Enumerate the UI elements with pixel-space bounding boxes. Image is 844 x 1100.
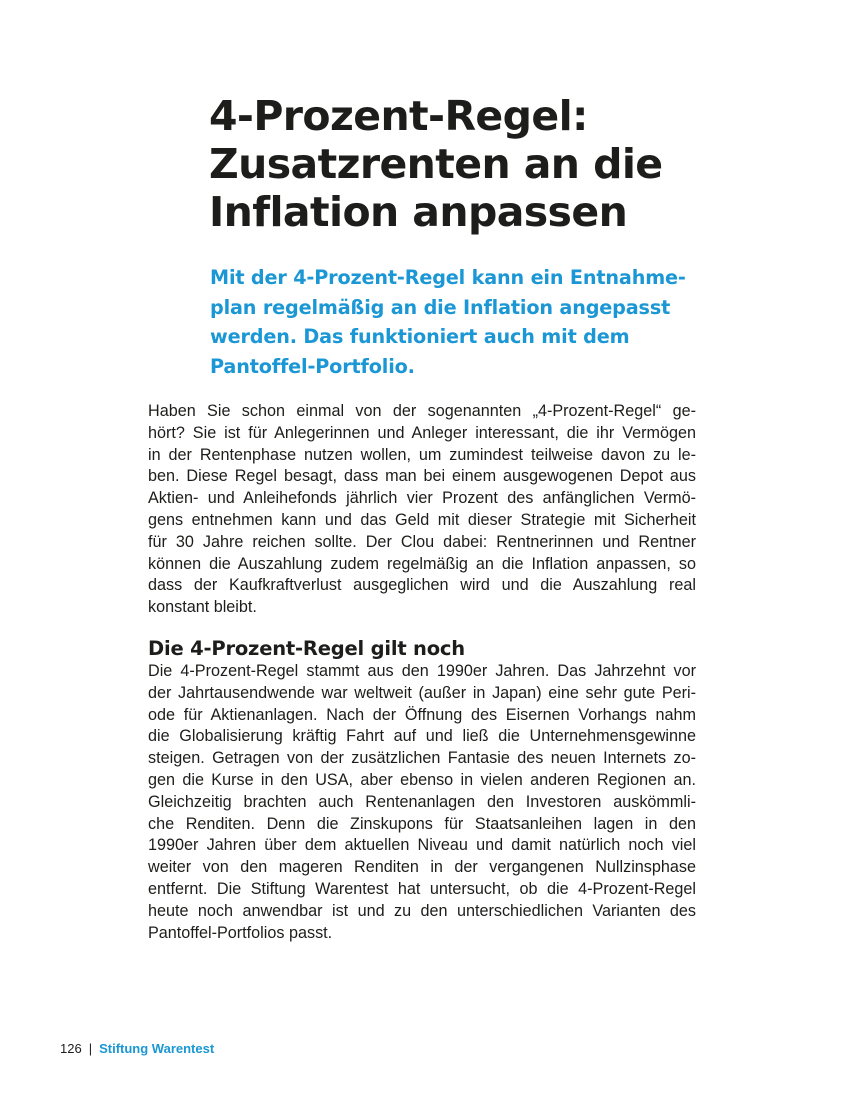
title-line: 4-Prozent-Regel: <box>209 92 588 140</box>
lead-line: werden. Das funktioniert auch mit dem <box>210 325 630 348</box>
footer-separator: | <box>88 1041 93 1056</box>
page-footer <box>60 1040 214 1058</box>
text-line: gens entnehmen kann und das Geld mit dieser Strategie mit Sicherheit <box>148 510 696 529</box>
intro-paragraph <box>148 401 696 619</box>
text-line: konstant bleibt. <box>148 598 257 617</box>
page-number: 126 <box>60 1041 82 1056</box>
lead-line: plan regelmäßig an die Inflation angepasst <box>210 295 671 319</box>
text-line: gen die Kurse in den USA, aber ebenso in vielen anderen Regionen an. <box>148 770 696 789</box>
text-line: Pantoffel-Portfolios passt. <box>148 923 333 942</box>
text-line: für 30 Jahre reichen sollte. Der Clou dabei: Rentnerinnen und Rentner <box>148 532 696 551</box>
article-title <box>209 92 729 236</box>
text-line: dass der Kaufkraftverlust ausgeglichen wird und die Auszahlung real <box>148 576 696 595</box>
section-paragraph <box>148 661 696 944</box>
text-line: 1990er Jahren über dem aktuellen Niveau und damit natürlich noch viel <box>148 836 696 855</box>
text-line: können die Auszahlung zudem regelmäßig an die Inflation anpassen, so <box>148 554 696 573</box>
text-line: Die 4-Prozent-Regel stammt aus den 1990er Jahren. Das Jahrzehnt vor <box>148 662 696 680</box>
text-line: che Renditen. Denn die Zinskupons für Staatsanleihen lagen in den <box>148 814 696 833</box>
text-line: die Globalisierung kräftig Fahrt auf und ließ die Unternehmensgewinne <box>148 727 696 746</box>
text-line: in der Rentenphase nutzen wollen, um zumindest teilweise davon zu le- <box>148 445 696 464</box>
text-line: Aktien- und Anleihefonds jährlich vier Prozent des anfänglichen Vermö- <box>148 489 696 508</box>
text-line: ode für Aktienanlagen. Nach der Öffnung des Eisernen Vorhangs nahm <box>148 705 696 724</box>
text-line: Gleichzeitig brachten auch Rentenanlagen den Investoren auskömmli- <box>148 792 696 811</box>
lead-line: Pantoffel-Portfolio. <box>210 354 415 378</box>
section-heading: Die 4-Prozent-Regel gilt noch <box>148 637 465 660</box>
text-line: ben. Diese Regel besagt, dass man bei einem ausgewogenen Depot aus <box>148 467 696 486</box>
text-line: Haben Sie schon einmal von der sogenannten „4-Prozent-Regel“ ge- <box>148 402 696 420</box>
lead-line: Mit der 4-Prozent-Regel kann ein Entnahme- <box>210 266 686 289</box>
text-line: der Jahrtausendwende war weltweit (außer in Japan) eine sehr gute Peri- <box>148 683 696 702</box>
title-line: Inflation anpassen <box>209 188 628 236</box>
text-line: heute noch anwendbar ist und zu den unterschiedlichen Varianten des <box>148 901 696 920</box>
publisher-name: Stiftung Warentest <box>99 1041 215 1056</box>
title-line: Zusatzrenten an die <box>209 140 663 188</box>
text-line: entfernt. Die Stiftung Warentest hat untersucht, ob die 4-Prozent-Regel <box>148 879 696 898</box>
text-line: weiter von den mageren Renditen in der vergangenen Nullzinsphase <box>148 858 696 877</box>
article-lead <box>210 263 690 381</box>
text-line: steigen. Getragen von der zusätzlichen Fantasie des neuen Internets zo- <box>148 749 696 768</box>
text-line: hört? Sie ist für Anlegerinnen und Anleger interessant, die ihr Vermögen <box>148 423 696 442</box>
